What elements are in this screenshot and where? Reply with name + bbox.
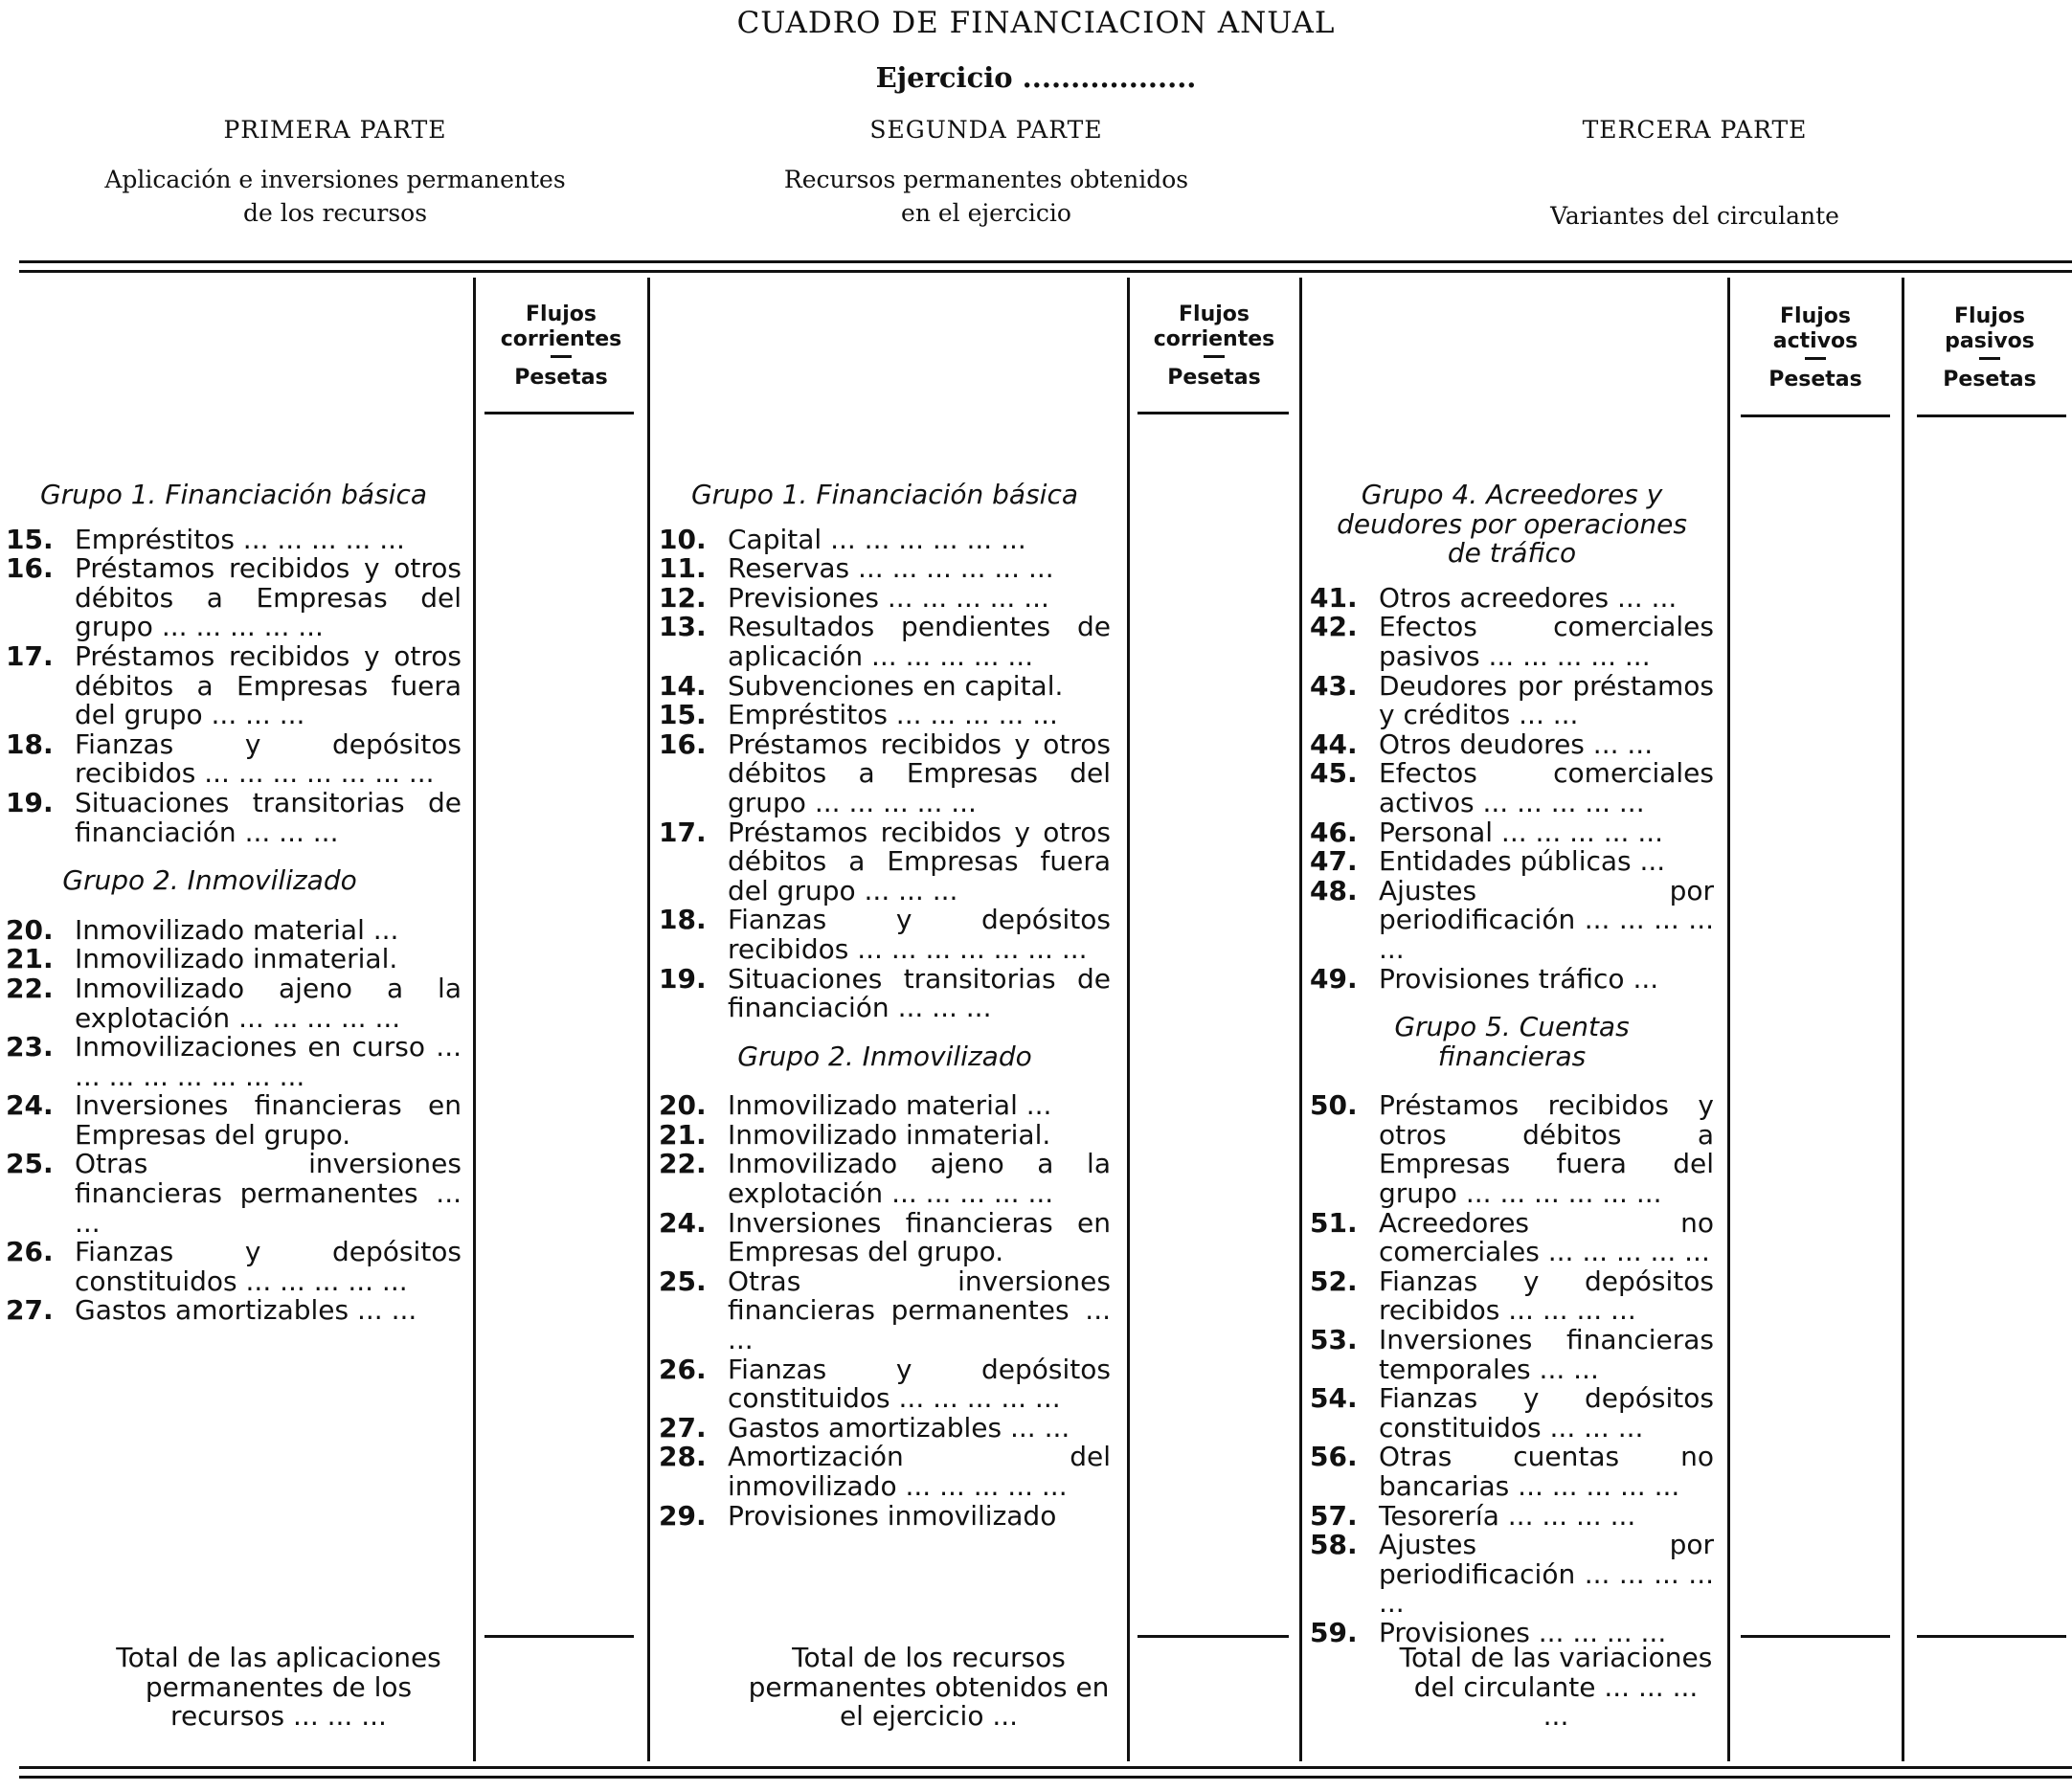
p2-flow-unit: Pesetas: [1167, 366, 1261, 390]
part2-subtitle: [689, 163, 1283, 230]
account-number: 41.: [1310, 581, 1358, 614]
part1-subtitle: [38, 163, 632, 230]
account-item: [659, 1355, 1111, 1414]
account-label: Inmovilizado material ...: [728, 1089, 1052, 1122]
p2-flow-dash: [1204, 355, 1225, 358]
account-item: [659, 669, 1111, 702]
account-item: [659, 554, 1111, 584]
account-number: 15.: [6, 523, 54, 555]
account-item: [1310, 962, 1714, 995]
account-label: Inmovilizado inmaterial.: [75, 943, 398, 975]
account-item: [6, 945, 462, 974]
part1-group2-list: [6, 913, 462, 1327]
p3-active-dash: [1805, 357, 1826, 360]
account-number: 51.: [1310, 1206, 1358, 1239]
part3-subtitle-line1: Variantes del circulante: [1550, 202, 1839, 230]
account-number: 16.: [6, 552, 54, 585]
account-number: 19.: [6, 786, 54, 818]
account-number: 27.: [659, 1411, 707, 1444]
p1-flow-unit: Pesetas: [514, 366, 608, 390]
account-number: 19.: [659, 962, 707, 995]
part1-heading: PRIMERA PARTE: [223, 116, 447, 144]
account-item: [6, 730, 462, 789]
part3-accounts: [1310, 481, 1714, 1648]
account-number: 20.: [6, 913, 54, 946]
part1-group1-heading: Grupo 1. Financiación básica: [39, 479, 428, 510]
account-number: 18.: [659, 904, 707, 936]
account-item: [1310, 1326, 1714, 1384]
account-label: Inmovilizado material ...: [75, 913, 399, 946]
account-label: Préstamos recibidos y otros débitos a Empresas fuera del grupo ... ... ...: [728, 816, 1111, 907]
account-label: Provisiones ... ... ... ...: [1379, 1616, 1667, 1648]
account-number: 28.: [659, 1441, 707, 1473]
account-number: 21.: [6, 943, 54, 975]
account-item: [6, 974, 462, 1033]
divider-p1-left: [473, 278, 476, 1761]
part1-accounts: [6, 481, 462, 1326]
p3-passive-line2: pasivos: [1945, 329, 2035, 353]
account-number: 24.: [659, 1206, 707, 1239]
part2-total: Total de los recursos permanentes obtenidos en el ejercicio ...: [748, 1642, 1110, 1733]
account-number: 48.: [1310, 874, 1358, 907]
part2-heading: SEGUNDA PARTE: [869, 116, 1103, 144]
bottom-rule-2: [19, 1776, 2072, 1779]
account-item: [659, 581, 1111, 614]
account-label: Fianzas y depósitos recibidos ... ... ... ...: [1379, 1265, 1714, 1327]
account-label: Empréstitos ... ... ... ... ...: [75, 523, 405, 555]
account-number: 15.: [659, 699, 707, 731]
account-label: Otros deudores ... ...: [1379, 728, 1654, 760]
account-label: Provisiones inmovilizado: [728, 1499, 1057, 1532]
account-number: 26.: [6, 1236, 54, 1268]
account-number: 49.: [1310, 962, 1358, 995]
account-number: 53.: [1310, 1324, 1358, 1356]
part3-heading: TERCERA PARTE: [1582, 116, 1808, 144]
account-label: Situaciones transitorias de financiación ... ... ...: [728, 962, 1111, 1024]
account-item: [6, 523, 462, 555]
account-item: [659, 1091, 1111, 1121]
p3-active-line1: Flujos: [1780, 304, 1851, 328]
account-item: [1310, 669, 1714, 731]
account-label: Capital ... ... ... ... ... ...: [728, 523, 1026, 555]
p1-header-underline: [484, 412, 634, 414]
part3-group5-heading: Grupo 5. Cuentas financieras: [1394, 1011, 1630, 1072]
account-item: [6, 913, 462, 946]
account-number: 57.: [1310, 1499, 1358, 1532]
account-number: 10.: [659, 523, 707, 555]
account-item: [6, 1150, 462, 1238]
account-number: 17.: [6, 639, 54, 672]
p2-flow-line2: corrientes: [1153, 327, 1275, 351]
account-number: 11.: [659, 552, 707, 585]
account-label: Préstamos recibidos y otros débitos a Empresas del grupo ... ... ... ... ...: [728, 728, 1111, 818]
part2-group1-heading: Grupo 1. Financiación básica: [690, 479, 1079, 510]
p3-passive-header: [1907, 304, 2072, 392]
account-item: [1310, 874, 1714, 965]
account-number: 46.: [1310, 816, 1358, 848]
part2-group2-heading: Grupo 2. Inmovilizado: [737, 1040, 1032, 1072]
account-item: [1310, 1384, 1714, 1443]
account-number: 18.: [6, 728, 54, 760]
p3-active-underline: [1741, 414, 1890, 417]
account-label: Inmovilizado ajeno a la explotación ... ... ... ... ...: [75, 972, 462, 1034]
part2-subtitle-line1: Recursos permanentes obtenidos: [783, 166, 1189, 193]
account-number: 16.: [659, 728, 707, 760]
account-item: [1310, 1531, 1714, 1619]
account-number: 44.: [1310, 728, 1358, 760]
part3-total: Total de las variaciones del circulante ... ... ... ...: [1399, 1642, 1713, 1733]
account-label: Inmovilizado ajeno a la explotación ... ... ... ... ...: [728, 1148, 1111, 1210]
part2-subtitle-line2: en el ejercicio: [901, 199, 1071, 227]
account-item: [6, 639, 462, 731]
account-item: [1310, 730, 1714, 760]
bottom-rule-1: [19, 1766, 2072, 1769]
p1-total-underline: [484, 1635, 634, 1638]
part3-group4-heading: Grupo 4. Acreedores y deudores por operaciones de tráfico: [1337, 479, 1687, 570]
account-label: Acreedores no comerciales ... ... ... ... ...: [1379, 1206, 1714, 1268]
account-item: [659, 1118, 1111, 1151]
account-label: Efectos comerciales pasivos ... ... ... ... ...: [1379, 611, 1714, 672]
account-item: [1310, 1091, 1714, 1208]
account-label: Provisiones tráfico ...: [1379, 962, 1659, 995]
document-title: CUADRO DE FINANCIACION ANUAL: [736, 6, 1336, 40]
p3-passive-total-underline: [1917, 1635, 2066, 1638]
account-item: [6, 1033, 462, 1091]
p3-passive-underline: [1917, 414, 2066, 417]
account-number: 25.: [6, 1148, 54, 1180]
account-item: [1310, 847, 1714, 877]
account-item: [6, 1296, 462, 1326]
p1-flow-header: [479, 302, 643, 391]
account-number: 25.: [659, 1265, 707, 1297]
account-item: [659, 1499, 1111, 1532]
part2-group1-list: [659, 523, 1111, 1024]
divider-p3-left: [1727, 278, 1730, 1761]
account-label: Inversiones financieras en Empresas del grupo.: [728, 1206, 1111, 1268]
part2-group2-list: [659, 1091, 1111, 1531]
p3-active-total-underline: [1741, 1635, 1890, 1638]
account-label: Situaciones transitorias de financiación ... ... ...: [75, 786, 462, 848]
account-label: Inmovilizado inmaterial.: [728, 1118, 1051, 1151]
account-label: Entidades públicas ...: [1379, 845, 1666, 878]
account-label: Ajustes por periodificación ... ... ... ... ...: [1379, 1529, 1714, 1620]
account-label: Fianzas y depósitos constituidos ... ... ... ... ...: [728, 1353, 1111, 1415]
account-label: Préstamos recibidos y otros débitos a Empresas fuera del grupo ... ... ... ... ... ...: [1379, 1089, 1714, 1210]
account-item: [1310, 613, 1714, 671]
account-label: Inversiones financieras temporales ... ...: [1379, 1324, 1714, 1385]
part3-subtitle: [1398, 199, 1992, 233]
p3-passive-line1: Flujos: [1954, 304, 2025, 328]
divider-p1-right: [647, 278, 650, 1761]
p3-passive-unit: Pesetas: [1943, 368, 2037, 392]
account-item: [1310, 759, 1714, 817]
account-number: 47.: [1310, 845, 1358, 878]
account-label: Gastos amortizables ... ...: [728, 1411, 1070, 1444]
account-label: Otras inversiones financieras permanentes ... ...: [75, 1148, 462, 1239]
account-label: Empréstitos ... ... ... ... ...: [728, 699, 1058, 731]
account-item: [659, 1443, 1111, 1501]
account-item: [6, 1091, 462, 1150]
account-label: Inversiones financieras en Empresas del grupo.: [75, 1089, 462, 1151]
account-number: 52.: [1310, 1265, 1358, 1297]
account-item: [659, 1206, 1111, 1268]
account-label: Deudores por préstamos y créditos ... ...: [1379, 669, 1714, 731]
part1-total: Total de las aplicaciones permanentes de los recursos ... ... ...: [116, 1642, 441, 1733]
account-item: [1310, 581, 1714, 614]
part1-subtitle-line1: Aplicación e inversiones permanentes: [104, 166, 566, 193]
account-number: 24.: [6, 1089, 54, 1122]
account-item: [6, 786, 462, 848]
p3-active-unit: Pesetas: [1768, 368, 1862, 392]
account-item: [659, 1411, 1111, 1444]
account-item: [659, 730, 1111, 818]
top-rule-1: [19, 260, 2072, 263]
account-number: 59.: [1310, 1616, 1358, 1648]
p1-flow-line1: Flujos: [526, 302, 597, 326]
exercise-label: Ejercicio ..................: [875, 61, 1197, 94]
account-label: Resultados pendientes de aplicación ... ... ... ... ...: [728, 611, 1111, 672]
p1-flow-line2: corrientes: [500, 327, 622, 351]
divider-p2-left: [1127, 278, 1130, 1761]
p3-active-header: [1733, 304, 1898, 392]
account-number: 22.: [659, 1148, 707, 1180]
p2-total-underline: [1137, 1635, 1289, 1638]
part1-group1-list: [6, 523, 462, 848]
p2-flow-header: [1133, 302, 1295, 391]
account-item: [1310, 818, 1714, 848]
account-number: 29.: [659, 1499, 707, 1532]
account-number: 56.: [1310, 1441, 1358, 1473]
p3-passive-dash: [1979, 357, 2000, 360]
account-item: [1310, 1499, 1714, 1532]
account-number: 12.: [659, 581, 707, 614]
account-label: Otros acreedores ... ...: [1379, 581, 1678, 614]
account-label: Efectos comerciales activos ... ... ... ... ...: [1379, 757, 1714, 818]
account-item: [1310, 1443, 1714, 1501]
account-label: Otras cuentas no bancarias ... ... ... ... ...: [1379, 1441, 1714, 1502]
account-label: Inmovilizaciones en curso ... ... ... ... ... ... ... ...: [75, 1031, 462, 1092]
part2-accounts: [659, 481, 1111, 1531]
top-rule-2: [19, 270, 2072, 273]
account-item: [659, 1267, 1111, 1355]
account-label: Reservas ... ... ... ... ... ...: [728, 552, 1054, 585]
account-label: Fianzas y depósitos recibidos ... ... ... ... ... ... ...: [728, 904, 1111, 965]
account-label: Previsiones ... ... ... ... ...: [728, 581, 1049, 614]
account-item: [659, 962, 1111, 1024]
account-item: [659, 613, 1111, 671]
part1-group2-heading: Grupo 2. Inmovilizado: [62, 864, 357, 897]
account-item: [659, 701, 1111, 730]
account-number: 42.: [1310, 611, 1358, 643]
account-item: [659, 523, 1111, 555]
account-number: 50.: [1310, 1089, 1358, 1122]
account-item: [1310, 1206, 1714, 1268]
account-label: Otras inversiones financieras permanentes ... ...: [728, 1265, 1111, 1356]
account-label: Gastos amortizables ... ...: [75, 1294, 417, 1327]
account-number: 54.: [1310, 1382, 1358, 1415]
account-number: 21.: [659, 1118, 707, 1151]
account-number: 45.: [1310, 757, 1358, 790]
part3-group5-list: [1310, 1091, 1714, 1647]
account-number: 13.: [659, 611, 707, 643]
p2-flow-line1: Flujos: [1179, 302, 1250, 326]
account-item: [6, 554, 462, 642]
part3-group4-list: [1310, 581, 1714, 995]
account-number: 23.: [6, 1031, 54, 1063]
p1-flow-dash: [551, 355, 572, 358]
account-label: Préstamos recibidos y otros débitos a Empresas del grupo ... ... ... ... ...: [75, 552, 462, 643]
p2-header-underline: [1137, 412, 1289, 414]
account-label: Subvenciones en capital.: [728, 669, 1064, 702]
account-number: 58.: [1310, 1529, 1358, 1561]
account-item: [6, 1238, 462, 1296]
account-number: 17.: [659, 816, 707, 848]
part1-subtitle-line2: de los recursos: [242, 199, 428, 227]
account-item: [659, 906, 1111, 964]
account-number: 22.: [6, 972, 54, 1004]
account-label: Fianzas y depósitos recibidos ... ... ... ... ... ... ...: [75, 728, 462, 790]
account-number: 20.: [659, 1089, 707, 1122]
account-label: Personal ... ... ... ... ...: [1379, 816, 1664, 848]
account-label: Fianzas y depósitos constituidos ... ... ... ... ...: [75, 1236, 462, 1297]
account-number: 26.: [659, 1353, 707, 1385]
account-number: 43.: [1310, 669, 1358, 702]
account-label: Fianzas y depósitos constituidos ... ... ...: [1379, 1382, 1714, 1444]
account-number: 27.: [6, 1294, 54, 1327]
account-item: [1310, 1267, 1714, 1326]
account-label: Préstamos recibidos y otros débitos a Empresas fuera del grupo ... ... ...: [75, 639, 462, 731]
account-item: [659, 818, 1111, 907]
account-item: [659, 1150, 1111, 1208]
account-label: Amortización del inmovilizado ... ... ... ... ...: [728, 1441, 1111, 1502]
account-number: 14.: [659, 669, 707, 702]
divider-p2-right: [1299, 278, 1302, 1761]
account-label: Ajustes por periodificación ... ... ... ... ...: [1379, 874, 1714, 965]
divider-p3-mid: [1902, 278, 1904, 1761]
account-label: Tesorería ... ... ... ...: [1379, 1499, 1636, 1532]
p3-active-line2: activos: [1772, 329, 1858, 353]
